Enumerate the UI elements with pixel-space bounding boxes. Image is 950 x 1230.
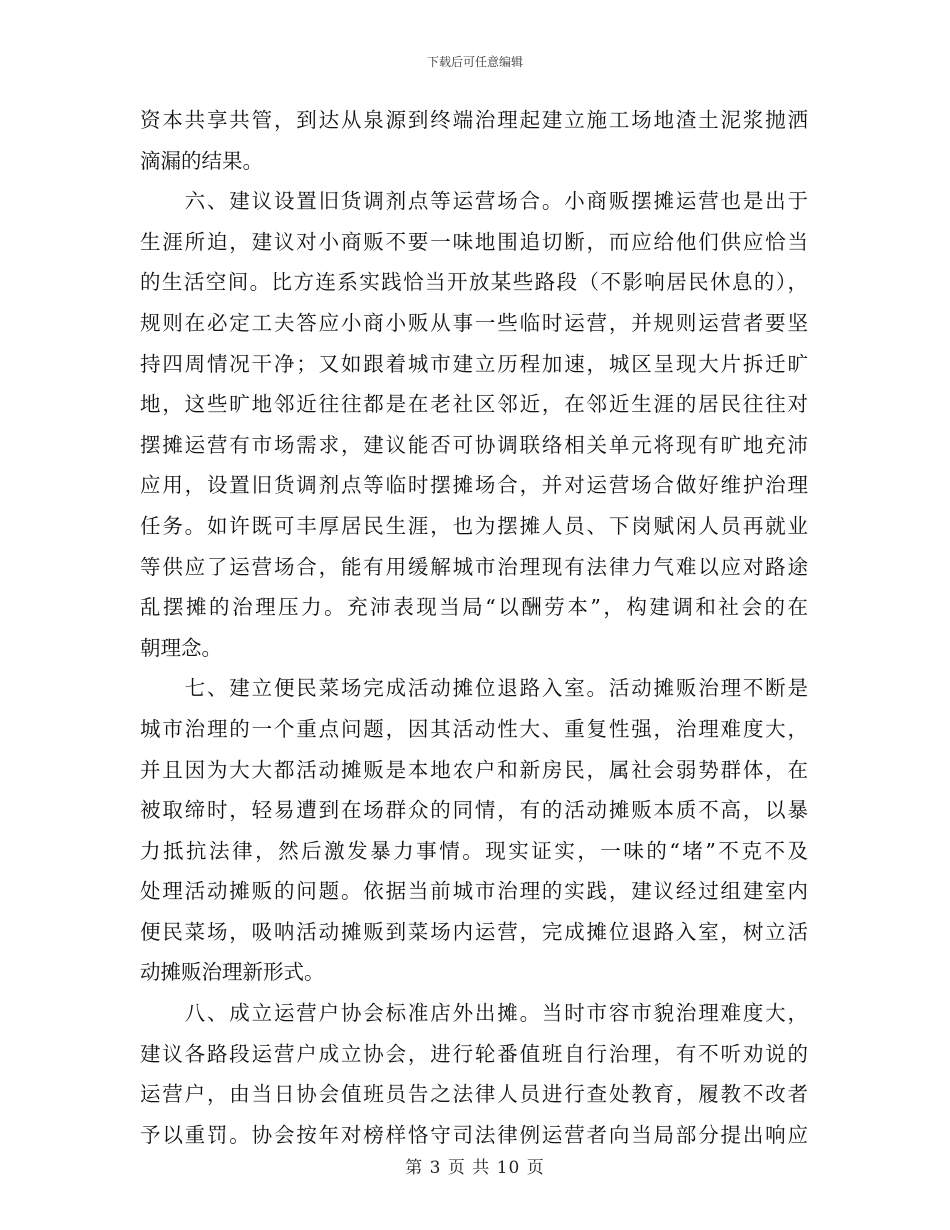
text-line: 朝理念。 — [140, 635, 222, 660]
text-line: 予以重罚。协会按年对榜样恪守司法律例运营者向当局部分提出响应 — [140, 1122, 808, 1147]
text-line: 七、建立便民菜场完成活动摊位退路入室。活动摊贩治理不断是 — [140, 676, 808, 701]
text-line: 城市治理的一个重点问题，因其活动性大、重复性强，治理难度大， — [140, 716, 808, 741]
page-header: 下载后可任意编辑 — [426, 55, 523, 69]
text-line: 并且因为大大都活动摊贩是本地农户和新房民，属社会弱势群体，在 — [140, 757, 808, 782]
text-line: 任务。如许既可丰厚居民生涯，也为摆摊人员、下岗赋闲人员再就业 — [140, 513, 808, 538]
text-line: 规则在必定工夫答应小商小贩从事一些临时运营，并规则运营者要坚 — [140, 310, 808, 335]
text-line: 力抵抗法律，然后激发暴力事情。现实证实，一味的“堵”不克不及 — [140, 838, 808, 863]
text-line: 动摊贩治理新形式。 — [140, 960, 325, 985]
text-line: 八、成立运营户协会标准店外出摊。当时市容市貌治理难度大， — [140, 1001, 808, 1026]
text-line: 运营户，由当日协会值班员告之法律人员进行查处教育，履教不改者 — [140, 1082, 808, 1107]
text-line: 建议各路段运营户成立协会，进行轮番值班自行治理，有不听劝说的 — [140, 1041, 808, 1066]
text-line: 摆摊运营有市场需求，建议能否可协调联络相关单元将现有旷地充沛 — [140, 432, 808, 457]
page-footer: 第 3 页 共 10 页 — [405, 1158, 545, 1178]
text-line: 应用，设置旧货调剂点等临时摆摊场合，并对运营场合做好维护治理 — [140, 473, 808, 498]
text-line: 便民菜场，吸呐活动摊贩到菜场内运营，完成摊位退路入室，树立活 — [140, 919, 808, 944]
text-line: 地，这些旷地邻近往往都是在老社区邻近，在邻近生涯的居民往往对 — [140, 392, 808, 417]
text-line: 乱摆摊的治理压力。充沛表现当局“以酬劳本”，构建调和社会的在 — [140, 595, 808, 620]
text-line: 生涯所迫，建议对小商贩不要一味地围追切断，而应给他们供应恰当 — [140, 229, 808, 254]
text-line: 资本共享共管，到达从泉源到终端治理起建立施工场地渣土泥浆抛洒 — [140, 108, 808, 132]
text-line: 的生活空间。比方连系实践恰当开放某些路段（不影响居民休息的）， — [140, 270, 808, 295]
body-text — [140, 100, 808, 1155]
text-line: 等供应了运营场合，能有用缓解城市治理现有法律力气难以应对路途 — [140, 554, 808, 579]
text-line: 六、建议设置旧货调剂点等运营场合。小商贩摆摊运营也是出于 — [140, 189, 808, 214]
text-line: 被取缔时，轻易遭到在场群众的同情，有的活动摊贩本质不高，以暴 — [140, 798, 808, 823]
text-line: 持四周情况干净；又如跟着城市建立历程加速，城区呈现大片拆迁旷 — [140, 351, 808, 376]
text-line: 滴漏的结果。 — [140, 148, 263, 173]
text-line: 处理活动摊贩的问题。依据当前城市治理的实践，建议经过组建室内 — [140, 879, 808, 904]
